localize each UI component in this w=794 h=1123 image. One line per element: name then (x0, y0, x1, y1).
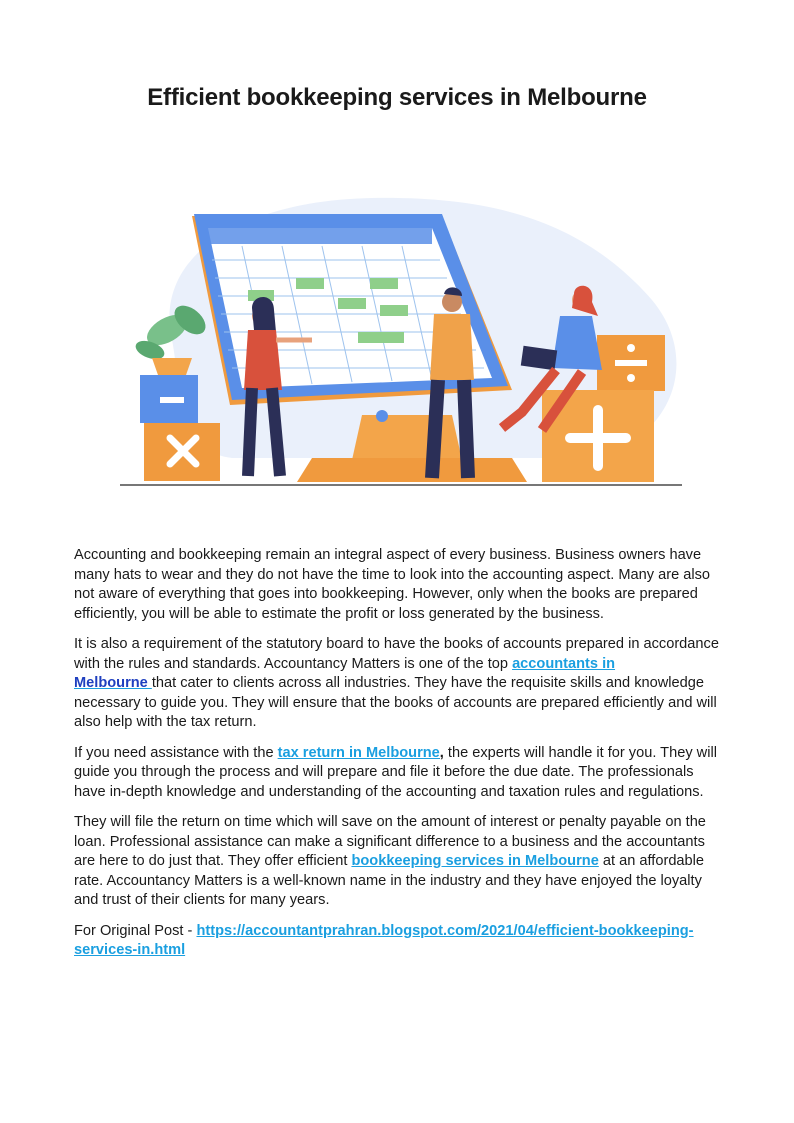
paragraph-3: If you need assistance with the tax return in Melbourne, the experts will handle it for you. They will guide you through the process and will prepare and file it before the due date. The professionals have in-depth knowledge and understanding of the accounting and taxation rules and regulations. (74, 744, 717, 800)
bookkeeping-services-link[interactable]: bookkeeping services in Melbourne (351, 853, 599, 869)
paragraph-5: For Original Post - https://accountantprahran.blogspot.com/2021/04/efficient-bookkeeping-services-in.html (74, 922, 694, 958)
paragraph-4: They will file the return on time which will save on the amount of interest or penalty payable on the loan. Professional assistance can make a significant difference to a business and the accountants are here to do just that. They offer efficient bookkeeping services in Melbourne at an affordable rate. Accountancy Matters is a well-known name in the industry and they have enjoyed the loyalty and trust of their clients for many years. (74, 814, 706, 908)
page-title: Efficient bookkeeping services in Melbourne (147, 84, 647, 111)
original-post-link[interactable]: https://accountantprahran.blogspot.com/2021/04/efficient-bookkeeping-services-in.html (74, 922, 694, 958)
accountants-melbourne-link[interactable]: accountants in Melbourne (74, 655, 616, 691)
monitor-stand (352, 415, 462, 460)
paragraph-2: It is also a requirement of the statutory board to have the books of accounts prepared in accordance with the rules and standards. Accountancy Matters is one of the top accountants in Melbourne that cater to clients across all industries. They have the requisite skills and knowledge necessary to guide you. They will ensure that the books of accounts are prepared efficiently and will also help with the tax return. (74, 636, 719, 730)
power-button (376, 410, 388, 422)
article-body (74, 546, 722, 972)
tax-return-link[interactable]: tax return in Melbourne (277, 744, 440, 761)
monitor-base (297, 458, 527, 482)
paragraph-1: Accounting and bookkeeping remain an integral aspect of every business. Business owners have many hats to wear and they do not have the time to look into the accounting aspect. Many are also not aware of everything that goes into bookkeeping. However, only when the books are prepared efficiently, you will be able to estimate the profit or loss generated by the business. (74, 547, 711, 622)
bookkeeping-illustration (112, 190, 696, 490)
screen-header (208, 228, 432, 244)
